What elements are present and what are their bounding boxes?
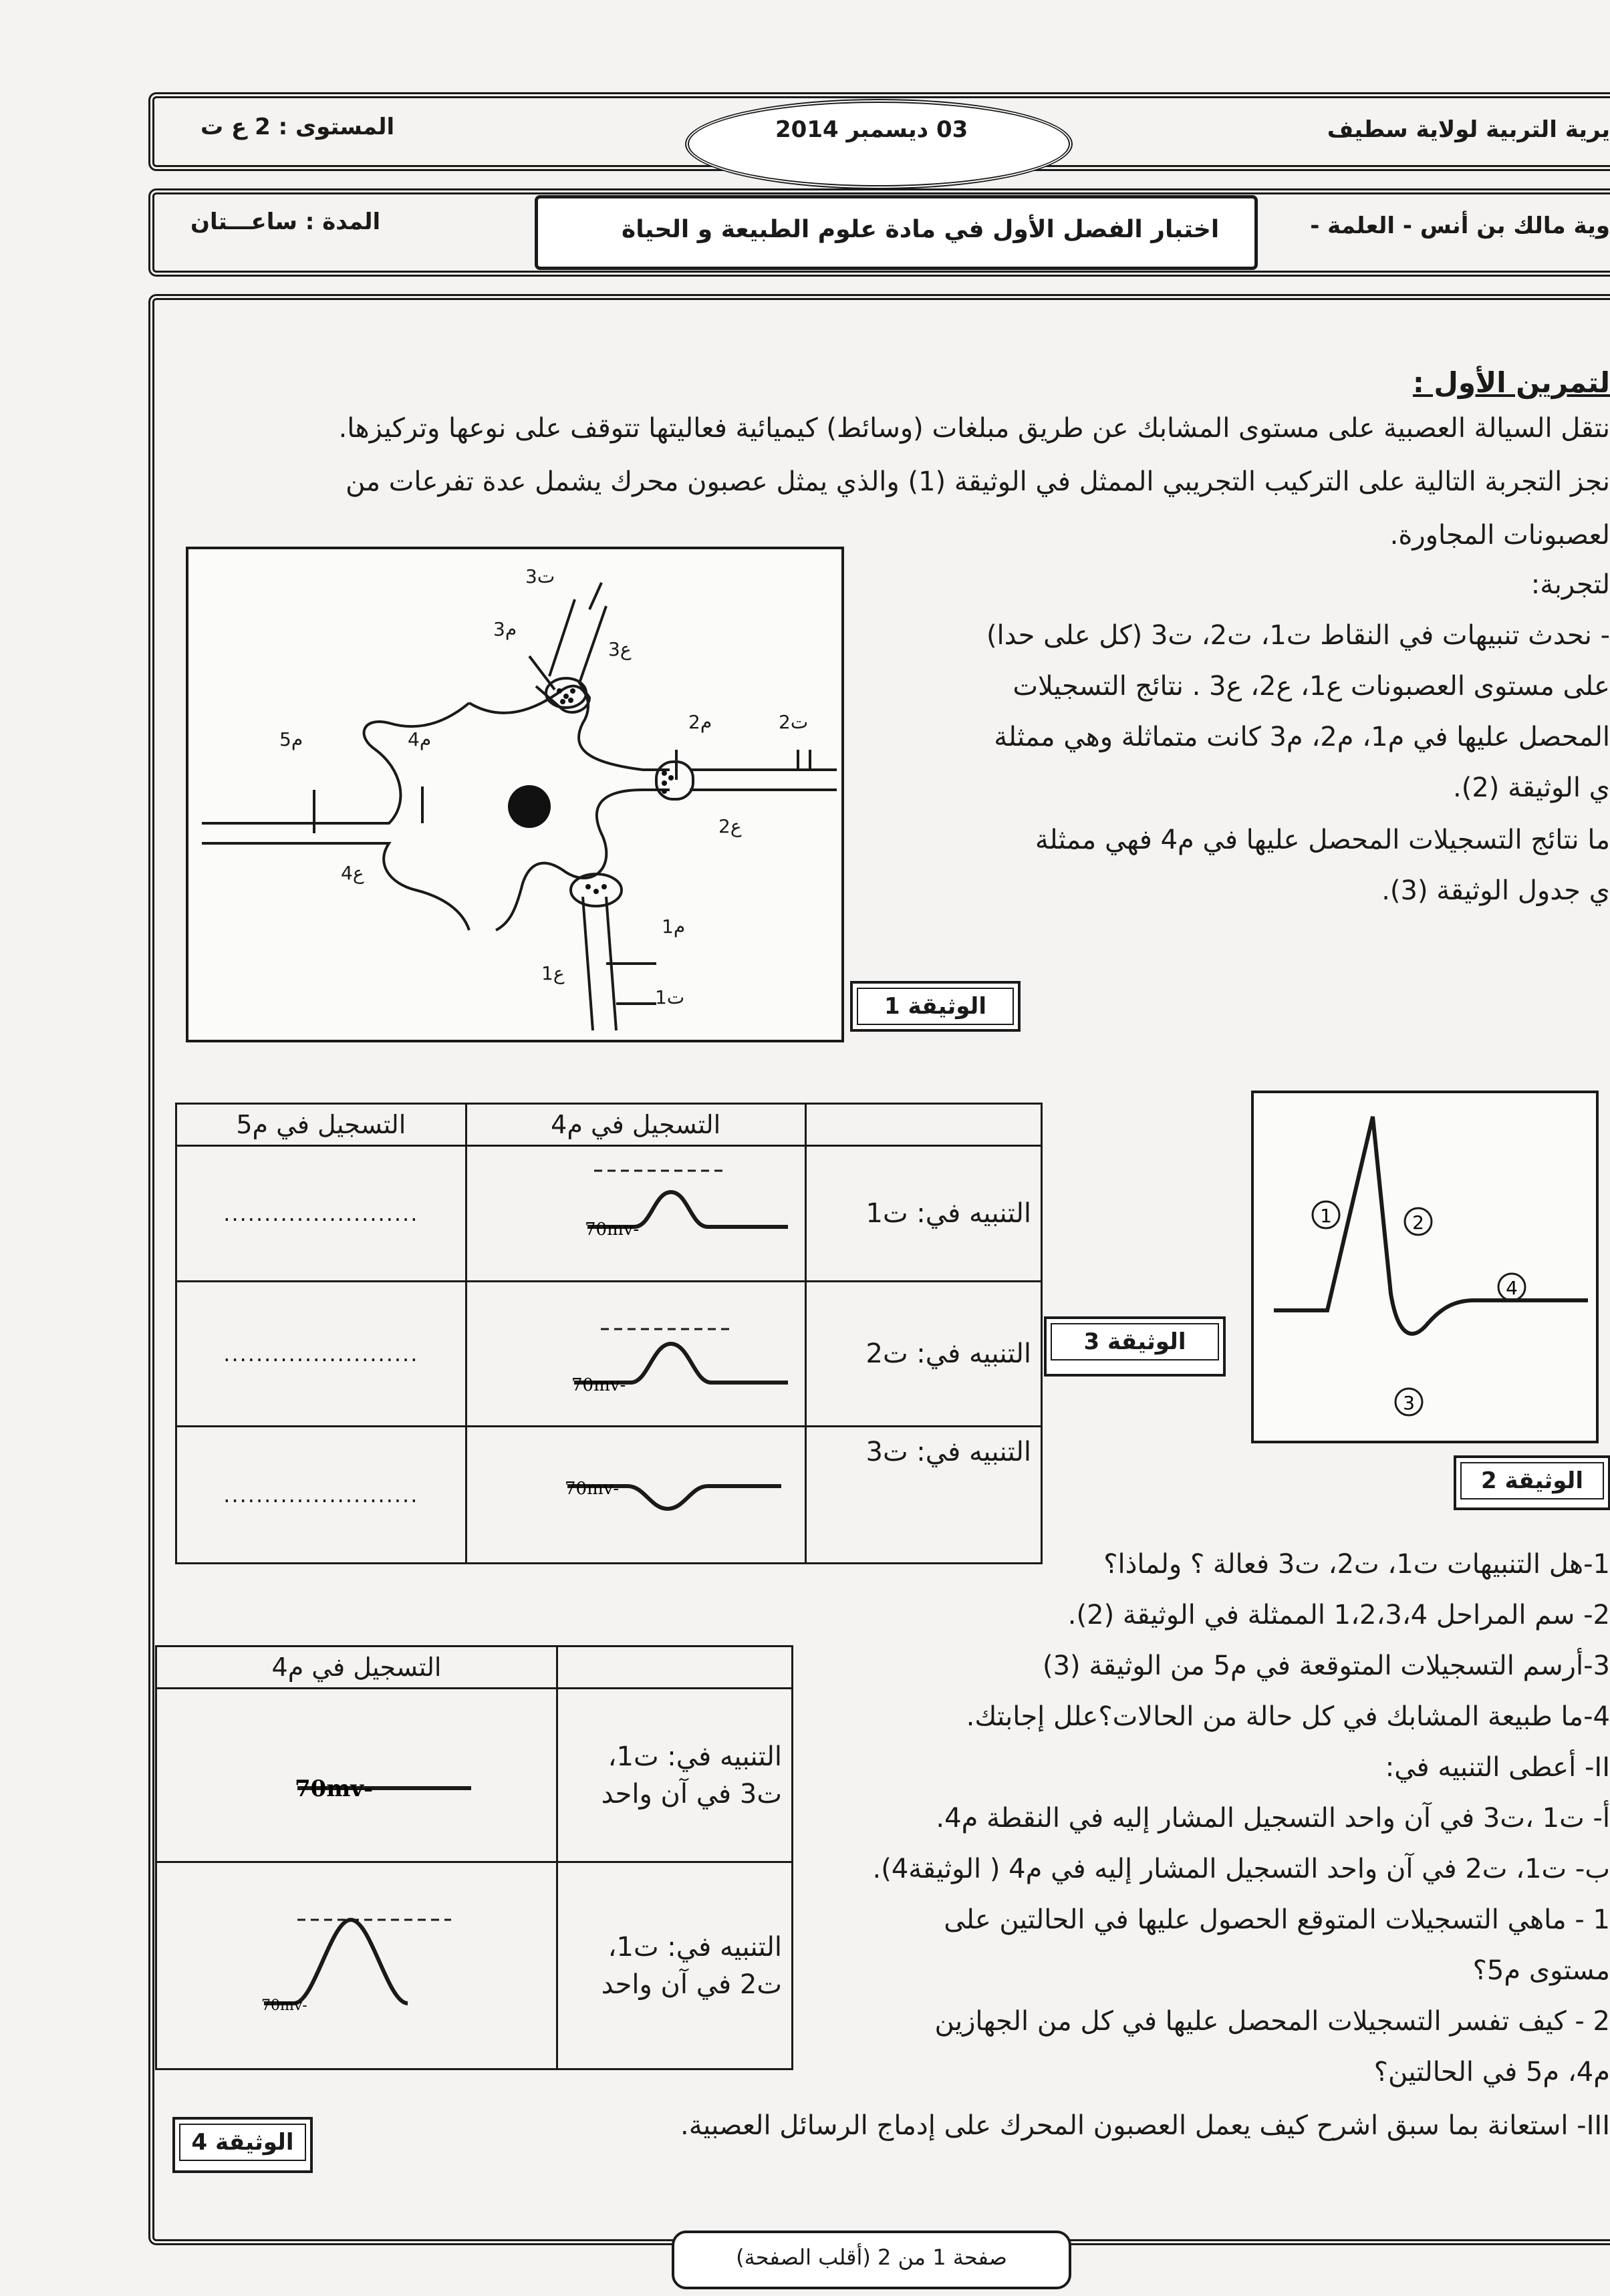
doc3-m5-3: ........................: [176, 1427, 466, 1564]
doc4-mv-2: -70mv: [261, 1997, 307, 2014]
label-e3: ع3: [608, 638, 632, 660]
page-footer: صفحة 1 من 2 (أقلب الصفحة): [672, 2231, 1071, 2289]
school-text: وية مالك بن أنس - العلمة -: [1310, 212, 1610, 239]
doc4-row-1: [156, 1689, 793, 1862]
experiment-line-1: لتجربة:: [1530, 569, 1610, 600]
phase-4: 4: [1506, 1277, 1518, 1299]
doc3-m5-2: ........................: [176, 1282, 466, 1427]
label-m5: م5: [279, 728, 303, 750]
question-line-6: أ- ت1 ،ت3 في آن واحد التسجيل المشار إليه في النقطة م4.: [936, 1803, 1610, 1834]
doc2-figure: [1251, 1091, 1599, 1443]
date-text: 03 ديسمبر 2014: [775, 116, 968, 143]
doc3-rec-2: [466, 1282, 805, 1427]
label-m3: م3: [493, 618, 517, 640]
doc3-rec-3: [466, 1427, 805, 1564]
doc4-row-2: [156, 1862, 793, 2069]
doc4-corner: [557, 1646, 793, 1689]
question-line-10: 2 - كيف تفسر التسجيلات المحصل عليها في كل من الجهازين: [934, 2006, 1610, 2037]
doc4-stim-2b: ت2 في آن واحد: [601, 1969, 782, 2000]
label-e1: ع1: [541, 962, 565, 984]
doc4-mv-1: -70mv: [295, 1775, 374, 1802]
experiment-line-5: ي الوثيقة (2).: [1453, 772, 1610, 803]
action-potential-curve: [1254, 1093, 1596, 1441]
experiment-line-3: على مستوى العصبونات ع1، ع2، ع3 . نتائج التسجيلات: [1013, 671, 1610, 702]
label-m4: م4: [408, 728, 432, 750]
question-line-2: 2- سم المراحل 1،2،3،4 الممثلة في الوثيقة (2).: [1067, 1600, 1610, 1630]
exam-title: اختبار الفصل الأول في مادة علوم الطبيعة و الحياة: [622, 216, 1220, 243]
doc3-table: [175, 1103, 1043, 1564]
doc3-stim-1: التنبيه في: ت1: [805, 1146, 1041, 1282]
label-t1: ت1: [655, 986, 685, 1008]
question-line-11: م4، م5 في الحالتين؟: [1373, 2057, 1610, 2088]
question-line-3: 3-أرسم التسجيلات المتوقعة في م5 من الوثيقة (3): [1042, 1651, 1610, 1681]
level-text: المستوى : 2 ع ت: [200, 114, 395, 140]
intro-line-2: نجز التجربة التالية على التركيب التجريبي الممثل في الوثيقة (1) والذي يمثل عصبون محرك يشمل عدة تفرعات من: [346, 466, 1610, 497]
doc4-stim-1b: ت3 في آن واحد: [601, 1778, 782, 1810]
doc3-mv-3: -70mv: [564, 1479, 619, 1499]
doc3-m5-1: ........................: [176, 1146, 466, 1282]
doc3-stim-2: التنبيه في: ت2: [805, 1282, 1041, 1427]
doc2-label: الوثيقة 2: [1454, 1455, 1610, 1510]
question-line-5: II- أعطى التنبيه في:: [1385, 1752, 1610, 1783]
experiment-line-4: المحصل عليها في م1، م2، م3 كانت متماثلة وهي ممثلة: [994, 722, 1610, 752]
duration-text: المدة : ساعـــتان: [190, 208, 381, 235]
intro-line-1: نتقل السيالة العصبية على مستوى المشابك عن طريق مبلغات (وسائط) كيميائية فعاليتها تتوقف على نوعها وتركيزها.: [338, 413, 1610, 444]
doc4-stim-1a: التنبيه في: ت1،: [608, 1741, 782, 1772]
doc3-col-m5: التسجيل في م5: [176, 1104, 466, 1146]
experiment-line-6: ما نتائج التسجيلات المحصل عليها في م4 فهي ممثلة: [1035, 825, 1610, 855]
doc3-col-m4: التسجيل في م4: [466, 1104, 805, 1146]
question-line-1: 1-هل التنبيهات ت1، ت2، ت3 فعالة ؟ ولماذا؟: [1103, 1549, 1610, 1580]
question-line-7: ب- ت1، ت2 في آن واحد التسجيل المشار إليه في م4 ( الوثيقة4).: [872, 1854, 1610, 1884]
intro-line-3: لعصبونات المجاورة.: [1389, 520, 1610, 551]
question-line-4: 4-ما طبيعة المشابك في كل حالة من الحالات؟علل إجابتك.: [966, 1701, 1610, 1732]
question-line-12: III- استعانة بما سبق اشرح كيف يعمل العصبون المحرك على إدماج الرسائل العصبية.: [680, 2110, 1610, 2141]
label-m2: م2: [688, 711, 712, 733]
doc3-corner: [805, 1104, 1041, 1146]
phase-3: 3: [1403, 1392, 1415, 1414]
phase-1: 1: [1320, 1205, 1332, 1227]
doc3-mv-2: -70mv: [571, 1375, 626, 1395]
doc4-label: الوثيقة 4: [172, 2117, 313, 2173]
doc3-row-2: [176, 1282, 1042, 1427]
label-e2: ع2: [718, 815, 742, 837]
label-t3: ت3: [525, 565, 555, 587]
directorate-text: يرية التربية لولاية سطيف: [1327, 116, 1610, 143]
experiment-line-2: - نحدث تنبيهات في النقاط ت1، ت2، ت3 (كل على حدا): [986, 620, 1610, 651]
question-line-9: مستوى م5؟: [1472, 1955, 1610, 1986]
doc4-stim-2: [557, 1862, 793, 2069]
label-e4: ع4: [341, 862, 364, 884]
doc3-label: الوثيقة 3: [1044, 1316, 1226, 1377]
doc3-stim-3: التنبيه في: ت3: [805, 1427, 1041, 1564]
question-line-8: 1 - ماهي التسجيلات المتوقع الحصول عليها في الحالتين على: [944, 1904, 1610, 1935]
date-ellipse: [685, 99, 1073, 189]
doc4-col-m4: التسجيل في م4: [156, 1646, 557, 1689]
doc3-row-3: [176, 1427, 1042, 1564]
phase-2: 2: [1412, 1211, 1424, 1234]
doc3-row-1: [176, 1146, 1042, 1282]
doc1-label: الوثيقة 1: [850, 981, 1021, 1032]
label-m1: م1: [662, 915, 686, 938]
doc4-rec-2: [156, 1862, 557, 2069]
doc4-stim-2a: التنبيه في: ت1،: [608, 1931, 782, 1963]
doc4-stim-1: [557, 1689, 793, 1862]
doc4-rec-1: [156, 1689, 557, 1862]
doc3-mv-1: -70mv: [584, 1219, 639, 1240]
experiment-line-7: ي جدول الوثيقة (3).: [1381, 875, 1610, 906]
label-t2: ت2: [779, 711, 809, 733]
doc4-table: [155, 1645, 793, 2070]
doc3-rec-1: [466, 1146, 805, 1282]
exercise-title: لتمرين الأول :: [1412, 366, 1610, 399]
